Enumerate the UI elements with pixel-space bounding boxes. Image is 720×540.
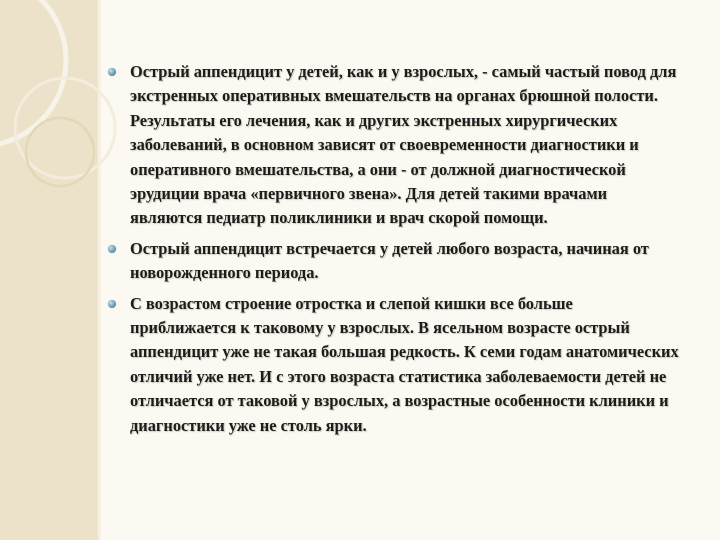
bullet-icon xyxy=(108,300,116,308)
bullet-item-1 xyxy=(108,60,680,231)
bullet-text: Острый аппендицит у детей, как и у взрослых, - самый частый повод для экстренных оперативных вмешательств на органах брюшной полости. Результаты его лечения, как и других экстренных хирургических заболеваний, в основном зависят от своевременности диагностики и оперативного вмешательства, а они - от должной диагностической эрудиции врача «первичного звена». Для детей такими врачами являются педиатр поликлиники и врач скорой помощи. xyxy=(130,62,677,228)
bullet-item-3 xyxy=(108,292,680,438)
bullet-icon xyxy=(108,68,116,76)
bullet-text: Острый аппендицит встречается у детей любого возраста, начиная от новорожденного периода. xyxy=(130,238,649,283)
bullet-item-2 xyxy=(108,237,680,286)
decor-ring-large xyxy=(0,0,66,146)
bullet-list xyxy=(108,60,680,444)
bullet-text: С возрастом строение отростка и слепой кишки все больше приближается к таковому у взрослых. В ясельном возрасте острый аппендицит уже не такая большая редкость. К семи годам анатомических отличий уже нет. И с этого возраста статистика заболеваемости детей не отличается от таковой у взрослых, а возрастные особенности клиники и диагностики уже не столь ярки. xyxy=(130,293,679,435)
bullet-icon xyxy=(108,245,116,253)
decor-ring-small xyxy=(26,118,94,186)
